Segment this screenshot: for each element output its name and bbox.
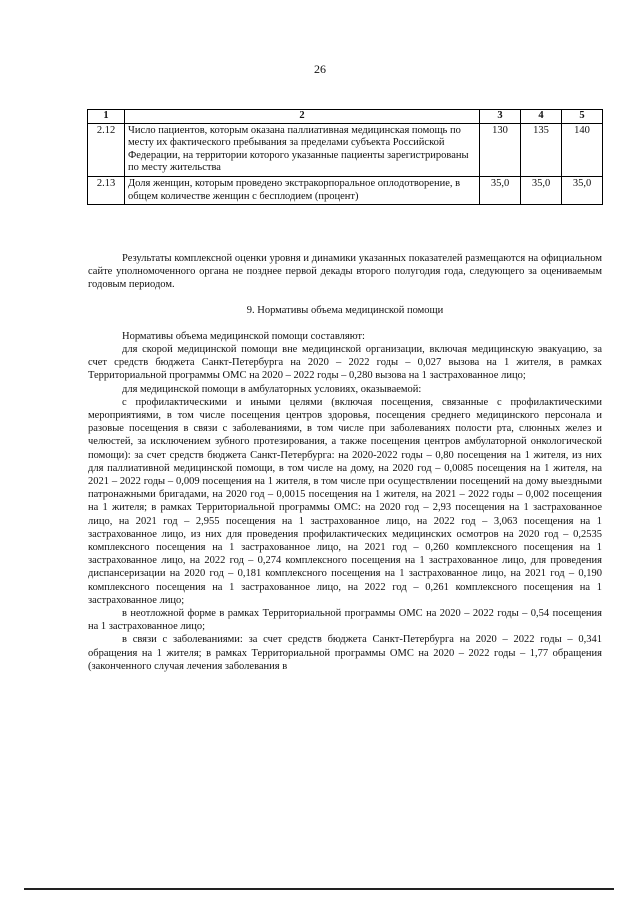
paragraph-ambulance: для скорой медицинской помощи вне медицинской организации, включая медицинскую эвакуацию, за счет средств бюджета Санкт-Петербурга на 2020 – 2022 годы – 0,027 вызова на 1 жителя, в рамках Территориальной программы ОМС на 2020 – 2022 годы – 0,280 вызова на 1 застрахованное лицо;: [88, 344, 602, 382]
footer-divider: [24, 888, 614, 890]
value-2021: 35,0: [521, 176, 562, 204]
table-header-row: [88, 110, 603, 124]
indicator-name: Число пациентов, которым оказана паллиативная медицинская помощь по месту их фактического пребывания за пределами субъекта Российской Федерации, на территории которого указанные пациенты зарегистрированы по месту жительства: [125, 123, 480, 176]
table-row: [88, 123, 603, 176]
paragraph-outpatient-intro: для медицинской помощи в амбулаторных условиях, оказываемой:: [122, 383, 422, 395]
value-2022: 140: [562, 123, 603, 176]
row-number: 2.13: [88, 176, 125, 204]
value-2022: 35,0: [562, 176, 603, 204]
indicators-table: [87, 109, 603, 205]
row-number: 2.12: [88, 123, 125, 176]
header-col-5: 5: [562, 110, 603, 124]
document-body: [88, 252, 602, 673]
section-heading: 9. Нормативы объема медицинской помощи: [246, 304, 444, 316]
value-2020: 130: [480, 123, 521, 176]
paragraph-intro: Нормативы объема медицинской помощи составляют:: [122, 330, 365, 342]
page-number: 26: [314, 62, 326, 76]
value-2020: 35,0: [480, 176, 521, 204]
paragraph-preventive: с профилактическими и иными целями (включая посещения, связанные с профилактическими мероприятиями, в том числе посещения центров здоровья, посещения среднего медицинского персонала и разовые посещения в связи с заболеваниями, в том числе при заболеваниях полости рта, слюнных желез и челюстей, за исключением зубного протезирования, а также посещения центров амбулаторной онкологической помощи): за счет средств бюджета Санкт-Петербурга: на 2020-2022 годы – 0,80 посещения на 1 жителя, из них для паллиативной медицинской помощи, в том числе на дому, на 2020 год – 0,0085 посещения на 1 жителя, на 2021 – 2022 годы – 0,009 посещения на 1 жителя, в том числе при осуществлении посещений на дому выездными патронажными бригадами, на 2020 год – 0,0015 посещения на 1 жителя, на 2021 – 2022 годы – 0,002 посещения на 1 жителя; в рамках Территориальной программы ОМС: на 2020 год – 2,93 посещения на 1 застрахованное лицо, на 2021 год – 2,955 посещения на 1 застрахованное лицо, на 2022 год – 3,063 посещения на 1 застрахованное лицо, из них для проведения профилактических медицинских осмотров на 2020 год – 0,2535 комплексного посещения на 1 застрахованное лицо, на 2021 год – 0,260 комплексного посещения на 1 застрахованное лицо, на 2022 год – 0,274 комплексного посещения на 1 застрахованное лицо, для проведения диспансеризации на 2020 год – 0,181 комплексного посещения на 1 застрахованное лицо, на 2021 год – 0,190 комплексного посещения на 1 застрахованное лицо, на 2022 год – 0,261 комплексного посещения на 1 застрахованное лицо;: [88, 396, 602, 606]
header-col-4: 4: [521, 110, 562, 124]
results-paragraph: Результаты комплексной оценки уровня и динамики указанных показателей размещаются на официальном сайте уполномоченного органа не позднее первой декады второго полугодия года, следующего за оцениваемым годовым периодом.: [88, 253, 602, 291]
table-row: [88, 176, 603, 204]
header-col-3: 3: [480, 110, 521, 124]
header-col-2: 2: [125, 110, 480, 124]
header-col-1: 1: [88, 110, 125, 124]
paragraph-urgent: в неотложной форме в рамках Территориальной программы ОМС на 2020 – 2022 годы – 0,54 посещения на 1 застрахованное лицо;: [88, 608, 602, 633]
paragraph-diseases: в связи с заболеваниями: за счет средств бюджета Санкт-Петербурга на 2020 – 2022 годы – 0,341 обращения на 1 жителя; в рамках Территориальной программы ОМС на 2020 – 2022 годы – 1,77 обращения (законченного случая лечения заболевания в: [88, 634, 602, 672]
indicator-name: Доля женщин, которым проведено экстракорпоральное оплодотворение, в общем количестве женщин с бесплодием (процент): [125, 176, 480, 204]
value-2021: 135: [521, 123, 562, 176]
